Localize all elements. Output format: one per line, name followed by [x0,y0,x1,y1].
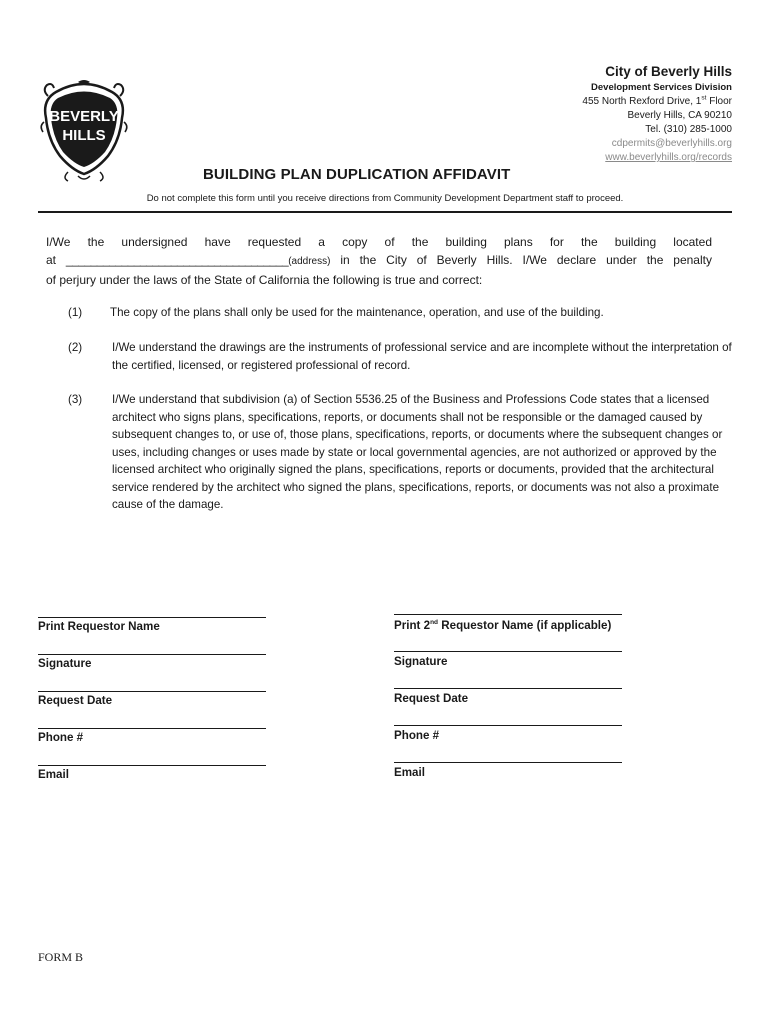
city-name: City of Beverly Hills [605,64,732,79]
second-request-date-field[interactable] [394,688,622,705]
form-identifier: FORM B [38,950,84,964]
second-signature-field[interactable] [394,651,622,668]
field-label: Print 2nd Requestor Name (if applicable) [394,619,612,632]
email-address: cdpermits@beverlyhills.org [611,138,732,149]
field-label: Signature [394,655,448,668]
item-number: (3) [68,393,83,406]
field-label: Email [38,768,69,781]
field-label: Signature [38,657,92,670]
beverly-hills-shield-logo [38,78,130,182]
field-label: Phone # [38,731,84,744]
field-label: Print Requestor Name [38,620,160,633]
intro-line-2: at ____________________________________(address) in the City of Beverly Hills. I/We declare under the penalty [46,253,712,267]
field-label: Request Date [394,692,469,705]
print-requestor-name-field[interactable] [38,617,266,633]
telephone: Tel. (310) 285-1000 [645,124,732,135]
phone-field[interactable] [38,728,266,744]
print-second-requestor-name-field[interactable] [394,614,634,632]
address-blank[interactable]: ____________________________________ [65,253,289,267]
street-address: 455 North Rexford Drive, 1st Floor [582,94,732,107]
request-date-field[interactable] [38,691,266,707]
email-field[interactable] [38,765,266,781]
logo-text-line2: HILLS [62,127,106,144]
intro-line-1: I/We the undersigned have requested a copy of the building plans for the building located [46,235,712,249]
signature-field[interactable] [38,654,266,670]
header-divider [38,211,732,213]
declaration-paragraph [46,233,712,289]
document-title: BUILDING PLAN DUPLICATION AFFIDAVIT [203,166,511,183]
item-text: The copy of the plans shall only be used for the maintenance, operation, and use of the building. [110,306,604,319]
department-header [582,63,732,165]
item-number: (1) [68,306,83,319]
field-label: Email [394,766,425,779]
item-text: I/We understand the drawings are the instruments of professional service and are incomplete without the interpretation of the certified, licensed, or registered professional of record. [112,341,732,372]
intro-line-3: of perjury under the laws of the State of California the following is true and correct: [46,273,483,287]
city-state-zip: Beverly Hills, CA 90210 [627,110,732,121]
item-text: I/We understand that subdivision (a) of Section 5536.25 of the Business and Professions Code states that a licensed architect who signs plans, specifications, reports, or documents shall not be responsible or the damaged caused by subsequent changes to, or use of, those plans, specifications, reports, or documents where the subsequent changes or uses, including changes or uses made by state or local governmental agencies, are not authorized or approved by the licensed architect who originally signed the plans, specifications, reports or documents, provided that the architectural service rendered by the architect who signed the plans, specifications, reports, or documents was not also a proximate cause of the damage. [112,393,723,511]
second-phone-field[interactable] [394,725,622,742]
division-name: Development Services Division [591,82,732,93]
instruction-notice: Do not complete this form until you receive directions from Community Development Department staff to proceed. [146,193,624,204]
item-number: (2) [68,341,83,354]
field-label: Request Date [38,694,113,707]
field-label: Phone # [394,729,440,742]
website-link[interactable]: www.beverlyhills.org/records [605,152,732,163]
logo-text-line1: BEVERLY [49,108,119,125]
second-email-field[interactable] [394,762,622,779]
